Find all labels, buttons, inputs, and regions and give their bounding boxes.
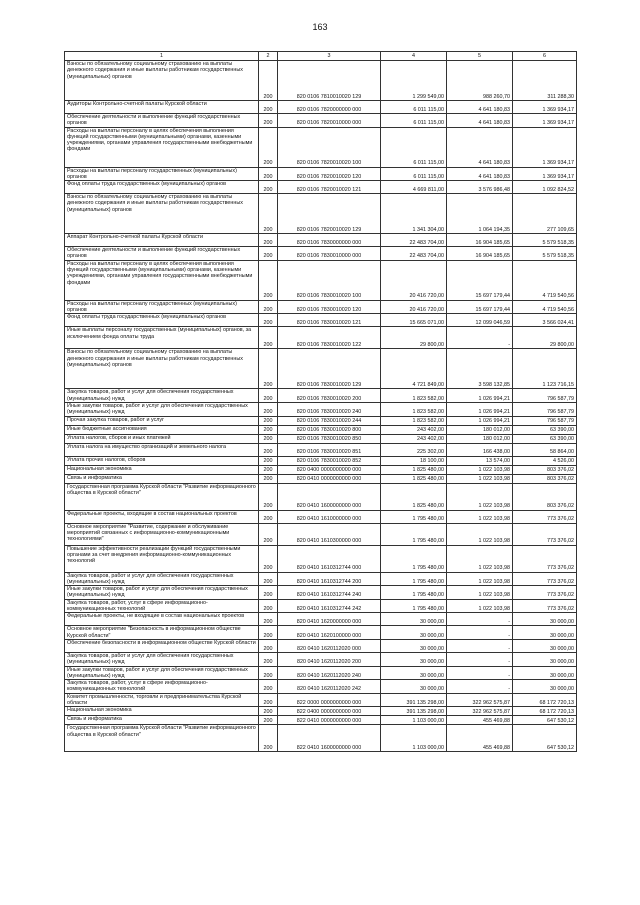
- row-unexecuted-amount: 5 579 518,35: [513, 234, 577, 247]
- row-unexecuted-amount: 30 000,00: [513, 613, 577, 626]
- table-row: [65, 652, 577, 666]
- row-name: Обеспечение деятельности и выполнение функций государственных органов: [65, 247, 259, 261]
- row-approved-amount: 22 483 704,00: [381, 247, 447, 261]
- row-approved-amount: 6 011 115,00: [381, 114, 447, 128]
- row-unexecuted-amount: 4 526,00: [513, 456, 577, 465]
- row-name: Национальная экономика: [65, 707, 259, 716]
- row-name: Взносы по обязательному социальному страхованию на выплаты денежного содержания и иные выплаты работникам государственных (муниципальных) органов: [65, 194, 259, 234]
- row-admin-code: 200: [259, 194, 278, 234]
- row-unexecuted-amount: 647 530,12: [513, 716, 577, 725]
- row-executed-amount: 4 641 180,83: [447, 127, 513, 167]
- row-approved-amount: 29 800,00: [381, 327, 447, 349]
- table-row: [65, 510, 577, 523]
- row-admin-code: 200: [259, 474, 278, 483]
- row-name: Аппарат Контрольно-счетной палаты Курской области: [65, 234, 259, 247]
- row-admin-code: 200: [259, 545, 278, 572]
- row-admin-code: 200: [259, 181, 278, 194]
- row-unexecuted-amount: 277 109,65: [513, 194, 577, 234]
- row-executed-amount: -: [447, 652, 513, 666]
- row-unexecuted-amount: 5 579 518,35: [513, 247, 577, 261]
- row-classification-code: 820 0410 1620112020 240: [278, 666, 381, 680]
- row-unexecuted-amount: 773 376,02: [513, 586, 577, 600]
- row-name: Закупка товаров, работ и услуг для обеспечения государственных (муниципальных) нужд: [65, 652, 259, 666]
- column-header: 6: [513, 52, 577, 61]
- column-header: 5: [447, 52, 513, 61]
- row-unexecuted-amount: 647 530,12: [513, 725, 577, 752]
- table-row: [65, 626, 577, 640]
- table-row: [65, 61, 577, 101]
- row-executed-amount: 1 026 994,21: [447, 416, 513, 425]
- page-number: 163: [312, 22, 328, 32]
- row-admin-code: 200: [259, 716, 278, 725]
- row-admin-code: 200: [259, 572, 278, 586]
- row-unexecuted-amount: 4 719 540,56: [513, 300, 577, 314]
- row-admin-code: 200: [259, 652, 278, 666]
- table-row: [65, 416, 577, 425]
- row-executed-amount: -: [447, 680, 513, 694]
- row-executed-amount: 166 438,00: [447, 443, 513, 456]
- row-approved-amount: 18 100,00: [381, 456, 447, 465]
- row-approved-amount: 30 000,00: [381, 639, 447, 652]
- row-executed-amount: -: [447, 666, 513, 680]
- table-row: [65, 127, 577, 167]
- row-name: Уплата налога на имущество организаций и земельного налога: [65, 443, 259, 456]
- row-classification-code: 820 0106 7830010020 851: [278, 443, 381, 456]
- row-name: Аудиторы Контрольно-счетной палаты Курской области: [65, 101, 259, 114]
- row-admin-code: 200: [259, 465, 278, 474]
- row-executed-amount: -: [447, 639, 513, 652]
- row-classification-code: 820 0410 1620112020 200: [278, 652, 381, 666]
- row-name: Национальная экономика: [65, 465, 259, 474]
- row-name: Иные закупки товаров, работ и услуг для обеспечения государственных (муниципальных) нужд: [65, 586, 259, 600]
- row-admin-code: 200: [259, 613, 278, 626]
- row-executed-amount: 988 260,70: [447, 61, 513, 101]
- row-executed-amount: 3 598 132,85: [447, 349, 513, 389]
- row-name: Закупка товаров, работ, услуг в сфере информационно-коммуникационных технологий: [65, 599, 259, 613]
- table-row: [65, 456, 577, 465]
- table-row: [65, 572, 577, 586]
- row-admin-code: 200: [259, 586, 278, 600]
- table-row: [65, 260, 577, 300]
- row-admin-code: 200: [259, 523, 278, 545]
- row-classification-code: 820 0106 7830010020 122: [278, 327, 381, 349]
- row-executed-amount: 16 904 185,65: [447, 247, 513, 261]
- table-row: [65, 300, 577, 314]
- row-unexecuted-amount: 1 369 934,17: [513, 114, 577, 128]
- row-classification-code: 820 0400 0000000000 000: [278, 465, 381, 474]
- row-unexecuted-amount: 796 587,79: [513, 389, 577, 403]
- row-classification-code: 820 0410 1610000000 000: [278, 510, 381, 523]
- row-approved-amount: 1 795 480,00: [381, 586, 447, 600]
- row-classification-code: 822 0000 0000000000 000: [278, 693, 381, 707]
- row-approved-amount: 1 795 480,00: [381, 545, 447, 572]
- row-name: Взносы по обязательному социальному страхованию на выплаты денежного содержания и иные выплаты работникам государственных (муниципальных) органов: [65, 349, 259, 389]
- row-admin-code: 200: [259, 234, 278, 247]
- table-row: [65, 434, 577, 443]
- table-row: [65, 483, 577, 510]
- row-name: Связь и информатика: [65, 474, 259, 483]
- row-classification-code: 820 0106 7830010020 100: [278, 260, 381, 300]
- row-approved-amount: 225 302,00: [381, 443, 447, 456]
- row-executed-amount: 1 026 994,21: [447, 389, 513, 403]
- row-unexecuted-amount: 803 376,02: [513, 465, 577, 474]
- row-approved-amount: 20 416 720,00: [381, 300, 447, 314]
- row-admin-code: 200: [259, 483, 278, 510]
- row-executed-amount: 15 697 179,44: [447, 260, 513, 300]
- row-classification-code: 820 0106 7830010020 850: [278, 434, 381, 443]
- row-approved-amount: 1 825 480,00: [381, 474, 447, 483]
- table-row: [65, 402, 577, 416]
- row-unexecuted-amount: 773 376,02: [513, 510, 577, 523]
- row-classification-code: 820 0410 1610312744 000: [278, 545, 381, 572]
- row-name: Государственная программа Курской области "Развитие информационного общества в Курской области": [65, 483, 259, 510]
- row-classification-code: 820 0106 7820010020 100: [278, 127, 381, 167]
- row-unexecuted-amount: 803 376,02: [513, 474, 577, 483]
- row-name: Расходы на выплаты персоналу государственных (муниципальных) органов: [65, 300, 259, 314]
- row-name: Связь и информатика: [65, 716, 259, 725]
- table-row: [65, 389, 577, 403]
- row-executed-amount: 4 641 180,83: [447, 101, 513, 114]
- row-unexecuted-amount: 773 376,02: [513, 545, 577, 572]
- table-row: [65, 474, 577, 483]
- row-unexecuted-amount: 29 800,00: [513, 327, 577, 349]
- row-unexecuted-amount: 30 000,00: [513, 639, 577, 652]
- row-executed-amount: 180 012,00: [447, 434, 513, 443]
- row-approved-amount: 1 341 304,00: [381, 194, 447, 234]
- table-row: [65, 167, 577, 181]
- row-executed-amount: -: [447, 626, 513, 640]
- row-approved-amount: 30 000,00: [381, 666, 447, 680]
- row-classification-code: 820 0410 1620100000 000: [278, 626, 381, 640]
- row-admin-code: 200: [259, 300, 278, 314]
- row-classification-code: 820 0410 0000000000 000: [278, 474, 381, 483]
- row-approved-amount: 4 669 811,00: [381, 181, 447, 194]
- row-admin-code: 200: [259, 127, 278, 167]
- row-admin-code: 200: [259, 416, 278, 425]
- row-executed-amount: 13 574,00: [447, 456, 513, 465]
- row-unexecuted-amount: 30 000,00: [513, 666, 577, 680]
- row-executed-amount: 455 469,88: [447, 725, 513, 752]
- row-approved-amount: 30 000,00: [381, 626, 447, 640]
- row-unexecuted-amount: 1 369 934,17: [513, 167, 577, 181]
- row-unexecuted-amount: 68 172 720,13: [513, 707, 577, 716]
- row-classification-code: 820 0410 1620000000 000: [278, 613, 381, 626]
- row-admin-code: 200: [259, 389, 278, 403]
- row-executed-amount: -: [447, 613, 513, 626]
- row-classification-code: 820 0106 7830010020 200: [278, 389, 381, 403]
- row-name: Прочая закупка товаров, работ и услуг: [65, 416, 259, 425]
- row-executed-amount: 180 012,00: [447, 425, 513, 434]
- row-admin-code: 200: [259, 327, 278, 349]
- row-approved-amount: 391 135 298,00: [381, 693, 447, 707]
- row-name: Расходы на выплаты персоналу государственных (муниципальных) органов: [65, 167, 259, 181]
- row-classification-code: 820 0106 7830000000 000: [278, 234, 381, 247]
- row-name: Основное мероприятие "Безопасность в информационном обществе Курской области": [65, 626, 259, 640]
- row-executed-amount: 15 697 179,44: [447, 300, 513, 314]
- row-name: Повышение эффективности реализации функций государственными органами за счет внедрения информационно-коммуникационных технологий: [65, 545, 259, 572]
- row-classification-code: 820 0410 1620112020 242: [278, 680, 381, 694]
- column-header: 3: [278, 52, 381, 61]
- row-unexecuted-amount: 803 376,02: [513, 483, 577, 510]
- row-approved-amount: 6 011 115,00: [381, 167, 447, 181]
- row-approved-amount: 15 665 071,00: [381, 314, 447, 327]
- row-name: Фонд оплаты труда государственных (муниципальных) органов: [65, 314, 259, 327]
- row-admin-code: 200: [259, 443, 278, 456]
- row-approved-amount: 243 402,00: [381, 434, 447, 443]
- table-row: [65, 716, 577, 725]
- table-row: [65, 523, 577, 545]
- row-admin-code: 200: [259, 247, 278, 261]
- row-approved-amount: 1 823 582,00: [381, 389, 447, 403]
- row-admin-code: 200: [259, 61, 278, 101]
- row-executed-amount: 12 099 046,59: [447, 314, 513, 327]
- table-row: [65, 693, 577, 707]
- table-row: [65, 314, 577, 327]
- row-approved-amount: 30 000,00: [381, 613, 447, 626]
- table-row: [65, 443, 577, 456]
- column-number-row: [65, 52, 577, 61]
- row-approved-amount: 1 795 480,00: [381, 523, 447, 545]
- row-approved-amount: 30 000,00: [381, 680, 447, 694]
- row-classification-code: 820 0106 7830010020 240: [278, 402, 381, 416]
- row-executed-amount: 16 904 185,65: [447, 234, 513, 247]
- row-classification-code: 820 0106 7820010020 121: [278, 181, 381, 194]
- table-row: [65, 586, 577, 600]
- row-approved-amount: 1 825 480,00: [381, 483, 447, 510]
- table-row: [65, 680, 577, 694]
- row-name: Закупка товаров, работ, услуг в сфере информационно-коммуникационных технологий: [65, 680, 259, 694]
- row-classification-code: 822 0400 0000000000 000: [278, 707, 381, 716]
- row-approved-amount: 4 721 849,00: [381, 349, 447, 389]
- row-executed-amount: 322 962 575,87: [447, 693, 513, 707]
- row-admin-code: 200: [259, 425, 278, 434]
- row-name: Уплата налогов, сборов и иных платежей: [65, 434, 259, 443]
- row-executed-amount: 1 026 994,21: [447, 402, 513, 416]
- row-name: Фонд оплаты труда государственных (муниципальных) органов: [65, 181, 259, 194]
- row-approved-amount: 6 011 115,00: [381, 101, 447, 114]
- row-unexecuted-amount: 311 288,30: [513, 61, 577, 101]
- row-executed-amount: 4 641 180,83: [447, 114, 513, 128]
- row-executed-amount: 4 641 180,83: [447, 167, 513, 181]
- row-approved-amount: 1 825 480,00: [381, 465, 447, 474]
- row-name: Уплата прочих налогов, сборов: [65, 456, 259, 465]
- row-unexecuted-amount: 773 376,02: [513, 599, 577, 613]
- row-classification-code: 820 0410 1610312744 242: [278, 599, 381, 613]
- row-unexecuted-amount: 773 376,02: [513, 572, 577, 586]
- row-unexecuted-amount: 63 390,00: [513, 425, 577, 434]
- row-admin-code: 200: [259, 666, 278, 680]
- table-row: [65, 725, 577, 752]
- row-admin-code: 200: [259, 693, 278, 707]
- row-approved-amount: 1 823 582,00: [381, 416, 447, 425]
- row-name: Взносы по обязательному социальному страхованию на выплаты денежного содержания и иные выплаты работникам государственных (муниципальных) органов: [65, 61, 259, 101]
- row-unexecuted-amount: 1 092 824,52: [513, 181, 577, 194]
- row-unexecuted-amount: 773 376,02: [513, 523, 577, 545]
- row-approved-amount: 1 795 480,00: [381, 510, 447, 523]
- row-name: Расходы на выплаты персоналу в целях обеспечения выполнения функций государственными (муниципальными) органами, казенными учреждениями, органами управления государственными внебюджетными фондами: [65, 127, 259, 167]
- table-row: [65, 545, 577, 572]
- row-classification-code: 820 0106 7830010020 800: [278, 425, 381, 434]
- row-executed-amount: 1 022 103,98: [447, 545, 513, 572]
- table-row: [65, 465, 577, 474]
- row-classification-code: 820 0106 7820010000 000: [278, 114, 381, 128]
- row-classification-code: 820 0410 1600000000 000: [278, 483, 381, 510]
- row-classification-code: 820 0106 7820010020 120: [278, 167, 381, 181]
- row-classification-code: 820 0410 1610300000 000: [278, 523, 381, 545]
- row-executed-amount: 1 022 103,98: [447, 599, 513, 613]
- row-approved-amount: 22 483 704,00: [381, 234, 447, 247]
- table-body: [65, 61, 577, 752]
- row-admin-code: 200: [259, 114, 278, 128]
- table-row: [65, 247, 577, 261]
- row-classification-code: 822 0410 0000000000 000: [278, 716, 381, 725]
- row-unexecuted-amount: 796 587,79: [513, 402, 577, 416]
- table-row: [65, 707, 577, 716]
- table-row: [65, 666, 577, 680]
- column-header: 4: [381, 52, 447, 61]
- row-admin-code: 200: [259, 680, 278, 694]
- row-executed-amount: 1 022 103,98: [447, 510, 513, 523]
- row-unexecuted-amount: 1 369 934,17: [513, 127, 577, 167]
- row-name: Обеспечение безопасности в информационном обществе Курской области: [65, 639, 259, 652]
- row-classification-code: 820 0410 1620112020 000: [278, 639, 381, 652]
- row-classification-code: 820 0106 7830010020 121: [278, 314, 381, 327]
- table-row: [65, 425, 577, 434]
- table-row: [65, 101, 577, 114]
- row-approved-amount: 20 416 720,00: [381, 260, 447, 300]
- row-unexecuted-amount: 30 000,00: [513, 652, 577, 666]
- row-executed-amount: 3 576 986,48: [447, 181, 513, 194]
- row-classification-code: 822 0410 1600000000 000: [278, 725, 381, 752]
- row-executed-amount: 1 022 103,98: [447, 474, 513, 483]
- row-executed-amount: 322 962 575,87: [447, 707, 513, 716]
- row-name: Государственная программа Курской области "Развитие информационного общества в Курской области": [65, 725, 259, 752]
- row-admin-code: 200: [259, 167, 278, 181]
- row-admin-code: 200: [259, 626, 278, 640]
- row-admin-code: 200: [259, 707, 278, 716]
- row-name: Иные закупки товаров, работ и услуг для обеспечения государственных (муниципальных) нужд: [65, 402, 259, 416]
- row-name: Комитет промышленности, торговли и предпринимательства Курской области: [65, 693, 259, 707]
- row-classification-code: 820 0106 7820010020 129: [278, 194, 381, 234]
- row-executed-amount: 1 022 103,98: [447, 483, 513, 510]
- row-unexecuted-amount: 63 390,00: [513, 434, 577, 443]
- row-approved-amount: 391 135 298,00: [381, 707, 447, 716]
- row-approved-amount: 1 823 582,00: [381, 402, 447, 416]
- row-admin-code: 200: [259, 510, 278, 523]
- table-row: [65, 349, 577, 389]
- row-approved-amount: 243 402,00: [381, 425, 447, 434]
- row-admin-code: 200: [259, 260, 278, 300]
- table-row: [65, 639, 577, 652]
- row-executed-amount: 1 064 194,35: [447, 194, 513, 234]
- row-classification-code: 820 0106 7830010000 000: [278, 247, 381, 261]
- row-unexecuted-amount: 68 172 720,13: [513, 693, 577, 707]
- row-classification-code: 820 0106 7830010020 120: [278, 300, 381, 314]
- row-classification-code: 820 0106 7830010020 129: [278, 349, 381, 389]
- row-name: Федеральные проекты, не входящие в состав национальных проектов: [65, 613, 259, 626]
- row-name: Расходы на выплаты персоналу в целях обеспечения выполнения функций государственными (муниципальными) органами, казенными учреждениями, органами управления государственными внебюджетными фондами: [65, 260, 259, 300]
- table-row: [65, 613, 577, 626]
- table-row: [65, 327, 577, 349]
- row-admin-code: 200: [259, 101, 278, 114]
- row-name: Иные выплаты персоналу государственных (муниципальных) органов, за исключением фонда оплаты труда: [65, 327, 259, 349]
- row-admin-code: 200: [259, 599, 278, 613]
- row-name: Федеральные проекты, входящие в состав национальных проектов: [65, 510, 259, 523]
- row-executed-amount: -: [447, 327, 513, 349]
- row-approved-amount: 6 011 115,00: [381, 127, 447, 167]
- row-executed-amount: 1 022 103,98: [447, 586, 513, 600]
- row-unexecuted-amount: 58 864,00: [513, 443, 577, 456]
- column-header: 2: [259, 52, 278, 61]
- table-row: [65, 234, 577, 247]
- row-approved-amount: 30 000,00: [381, 652, 447, 666]
- row-unexecuted-amount: 3 566 024,41: [513, 314, 577, 327]
- row-admin-code: 200: [259, 349, 278, 389]
- column-header: 1: [65, 52, 259, 61]
- row-name: Иные бюджетные ассигнования: [65, 425, 259, 434]
- row-executed-amount: 1 022 103,98: [447, 523, 513, 545]
- row-approved-amount: 1 103 000,00: [381, 725, 447, 752]
- row-approved-amount: 1 795 480,00: [381, 572, 447, 586]
- table-row: [65, 599, 577, 613]
- row-approved-amount: 1 795 480,00: [381, 599, 447, 613]
- row-classification-code: 820 0410 1610312744 240: [278, 586, 381, 600]
- row-unexecuted-amount: 30 000,00: [513, 626, 577, 640]
- row-classification-code: 820 0106 7820000000 000: [278, 101, 381, 114]
- row-name: Обеспечение деятельности и выполнение функций государственных органов: [65, 114, 259, 128]
- row-name: Основное мероприятие "Развитие, содержание и обслуживание мероприятий связанных с информационно-коммуникационными технологиями": [65, 523, 259, 545]
- table-row: [65, 114, 577, 128]
- table-row: [65, 194, 577, 234]
- row-classification-code: 820 0410 1610312744 200: [278, 572, 381, 586]
- row-classification-code: 820 0106 7830010020 244: [278, 416, 381, 425]
- row-admin-code: 200: [259, 725, 278, 752]
- row-admin-code: 200: [259, 402, 278, 416]
- row-admin-code: 200: [259, 434, 278, 443]
- row-approved-amount: 1 103 000,00: [381, 716, 447, 725]
- row-executed-amount: 455 469,88: [447, 716, 513, 725]
- row-unexecuted-amount: 1 369 934,17: [513, 101, 577, 114]
- row-classification-code: 820 0106 7810010020 129: [278, 61, 381, 101]
- row-classification-code: 820 0106 7830010020 852: [278, 456, 381, 465]
- row-unexecuted-amount: 796 587,79: [513, 416, 577, 425]
- row-approved-amount: 1 299 549,00: [381, 61, 447, 101]
- row-name: Закупка товаров, работ и услуг для обеспечения государственных (муниципальных) нужд: [65, 389, 259, 403]
- row-admin-code: 200: [259, 456, 278, 465]
- row-executed-amount: 1 022 103,98: [447, 572, 513, 586]
- row-unexecuted-amount: 30 000,00: [513, 680, 577, 694]
- budget-execution-table: [64, 51, 577, 752]
- row-admin-code: 200: [259, 639, 278, 652]
- row-admin-code: 200: [259, 314, 278, 327]
- table-row: [65, 181, 577, 194]
- row-name: Закупка товаров, работ и услуг для обеспечения государственных (муниципальных) нужд: [65, 572, 259, 586]
- row-executed-amount: 1 022 103,98: [447, 465, 513, 474]
- row-unexecuted-amount: 4 719 540,56: [513, 260, 577, 300]
- row-name: Иные закупки товаров, работ и услуг для обеспечения государственных (муниципальных) нужд: [65, 666, 259, 680]
- row-unexecuted-amount: 1 123 716,15: [513, 349, 577, 389]
